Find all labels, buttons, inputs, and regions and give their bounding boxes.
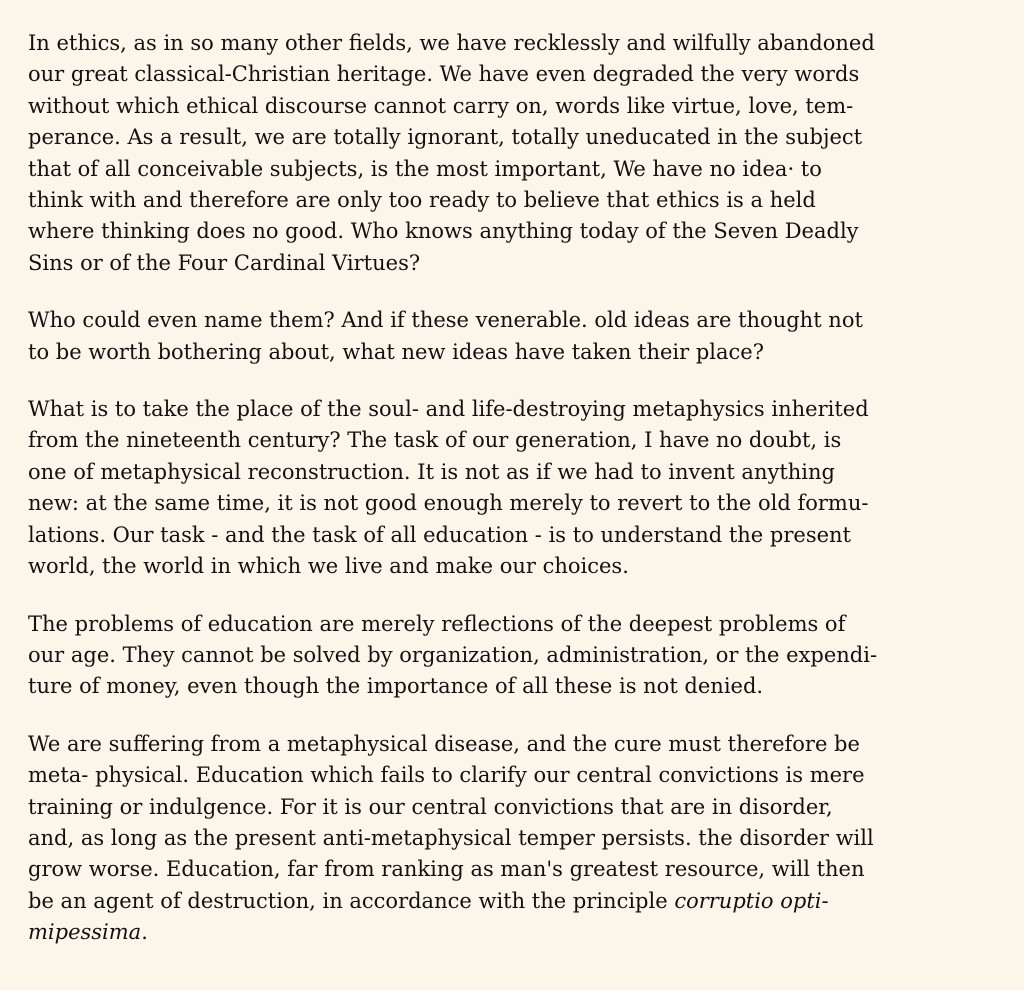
text-line: world, the world in which we live and make our choices. [28, 554, 629, 579]
text-line: We are suffering from a metaphysical disease, and the cure must therefore be [28, 731, 860, 756]
text-line-mixed [28, 917, 1004, 948]
text-line: from the nineteenth century? The task of our generation, I have no doubt, is [28, 428, 842, 453]
text-line: that of all conceivable subjects, is the most important, We have no idea· to [28, 156, 822, 181]
text-line: Who could even name them? And if these venerable. old ideas are thought not [28, 308, 863, 333]
text-segment: be an agent of destruction, in accordance with the principle [28, 888, 675, 913]
text-line: ture of money, even though the importance of all these is not denied. [28, 674, 764, 699]
paragraph-1 [28, 28, 1004, 279]
text-line: and, as long as the present anti-metaphysical temper persists. the disorder will [28, 825, 874, 850]
text-line: without which ethical discourse cannot carry on, words like virtue, love, tem- [28, 93, 854, 118]
text-line: grow worse. Education, far from ranking as man's greatest resource, will then [28, 857, 865, 882]
italic-phrase: mipessima [28, 920, 142, 945]
text-line: our great classical-Christian heritage. We have even degraded the very words [28, 62, 860, 87]
text-line: to be worth bothering about, what new ideas have taken their place? [28, 339, 764, 364]
paragraph-4 [28, 609, 1004, 703]
text-line: where thinking does no good. Who knows anything today of the Seven Deadly [28, 219, 859, 244]
text-line: meta- physical. Education which fails to clarify our central convictions is mere [28, 763, 865, 788]
text-line: new: at the same time, it is not good enough merely to revert to the old formu- [28, 491, 869, 516]
text-line: think with and therefore are only too ready to believe that ethics is a held [28, 188, 816, 213]
paragraph-2 [28, 305, 1004, 368]
text-line: The problems of education are merely reflections of the deepest problems of [28, 611, 846, 636]
text-line: Sins or of the Four Cardinal Virtues? [28, 250, 421, 275]
text-line: lations. Our task - and the task of all education - is to understand the present [28, 522, 851, 547]
text-line: What is to take the place of the soul- and life-destroying metaphysics inherited [28, 397, 869, 422]
text-line: perance. As a result, we are totally ignorant, totally uneducated in the subject [28, 125, 863, 150]
text-line-mixed [28, 886, 1004, 917]
text-line: one of metaphysical reconstruction. It is not as if we had to invent anything [28, 459, 835, 484]
italic-phrase: corruptio opti- [674, 888, 829, 913]
paragraph-5 [28, 729, 1004, 949]
text-line: In ethics, as in so many other fields, we have recklessly and wilfully abandoned [28, 31, 875, 55]
paragraph-3 [28, 394, 1004, 582]
text-line: our age. They cannot be solved by organization, administration, or the expendi- [28, 642, 878, 667]
text-segment: . [141, 920, 148, 945]
text-line: training or indulgence. For it is our central convictions that are in disorder, [28, 794, 833, 819]
